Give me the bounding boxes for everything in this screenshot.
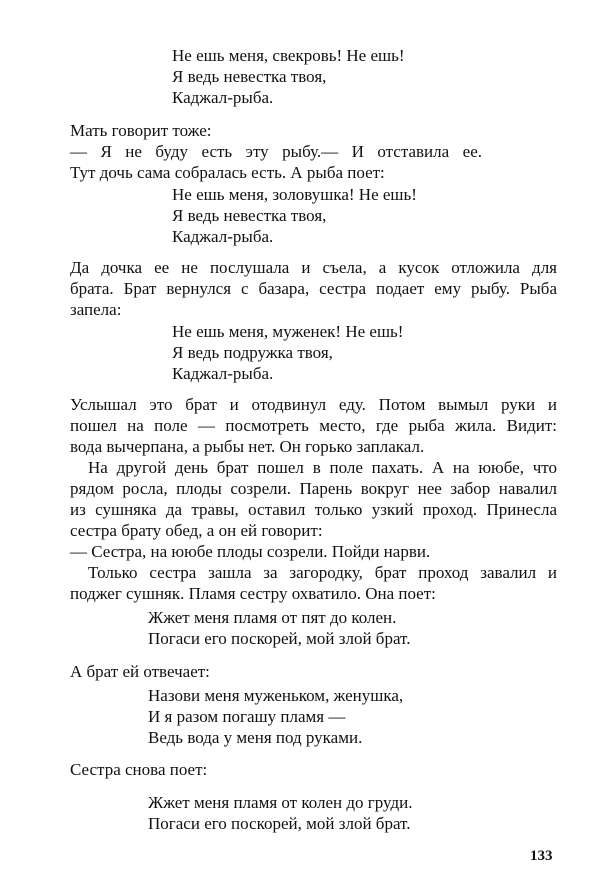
verse-line: Я ведь невестка твоя, [172, 67, 327, 86]
prose-line: А брат ей отвечает: [70, 662, 210, 681]
verse-line: Не ешь меня, муженек! Не ешь! [172, 322, 404, 341]
page-number: 133 [530, 848, 553, 864]
prose-line: поджег сушняк. Пламя сестру охватило. Она поет: [70, 584, 436, 603]
prose-line: брата. Брат вернулся с базара, сестра подает ему рыбу. Рыба [70, 279, 557, 298]
prose-line: Тут дочь сама собралась есть. А рыба поет: [70, 163, 385, 182]
verse-line: Жжет меня пламя от колен до груди. [148, 793, 413, 812]
verse-line: Погаси его поскорей, мой злой брат. [148, 814, 411, 833]
prose-line: из сушняка да травы, оставил только узкий проход. Принесла [70, 500, 557, 519]
verse-line: Не ешь меня, свекровь! Не ешь! [172, 46, 405, 65]
prose-line: Да дочка ее не послушала и съела, а кусок отложила для [70, 258, 557, 277]
prose-line: сестра брату обед, а он ей говорит: [70, 521, 323, 540]
prose-line: Только сестра зашла за загородку, брат проход завалил и [88, 563, 557, 582]
prose-line: пошел на поле — посмотреть место, где рыба жила. Видит: [70, 416, 557, 435]
prose-line: — Сестра, на ююбе плоды созрели. Пойди нарви. [70, 542, 431, 561]
verse-line: Каджал-рыба. [172, 227, 274, 246]
prose-line: Услышал это брат и отодвинул еду. Потом вымыл руки и [70, 395, 557, 414]
verse-line: Жжет меня пламя от пят до колен. [148, 608, 397, 627]
verse-line: Я ведь подружка твоя, [172, 343, 333, 362]
verse-line: Ведь вода у меня под руками. [148, 728, 363, 747]
verse-line: Каджал-рыба. [172, 88, 274, 107]
prose-line: На другой день брат пошел в поле пахать. А на ююбе, что [88, 458, 557, 477]
verse-line: Не ешь меня, золовушка! Не ешь! [172, 185, 417, 204]
prose-line: вода вычерпана, а рыбы нет. Он горько заплакал. [70, 437, 425, 456]
prose-line: рядом росла, плоды созрели. Парень вокруг нее забор навалил [70, 479, 557, 498]
verse-line: Погаси его поскорей, мой злой брат. [148, 629, 411, 648]
prose-line: Мать говорит тоже: [70, 121, 212, 140]
verse-line: И я разом погашу пламя — [148, 707, 346, 726]
verse-line: Я ведь невестка твоя, [172, 206, 327, 225]
prose-line: Сестра снова поет: [70, 760, 208, 779]
verse-line: Каджал-рыба. [172, 364, 274, 383]
verse-line: Назови меня муженьком, женушка, [148, 686, 404, 705]
prose-line: — Я не буду есть эту рыбу.— И отставила ее. [70, 142, 482, 161]
prose-line: запела: [70, 300, 122, 319]
